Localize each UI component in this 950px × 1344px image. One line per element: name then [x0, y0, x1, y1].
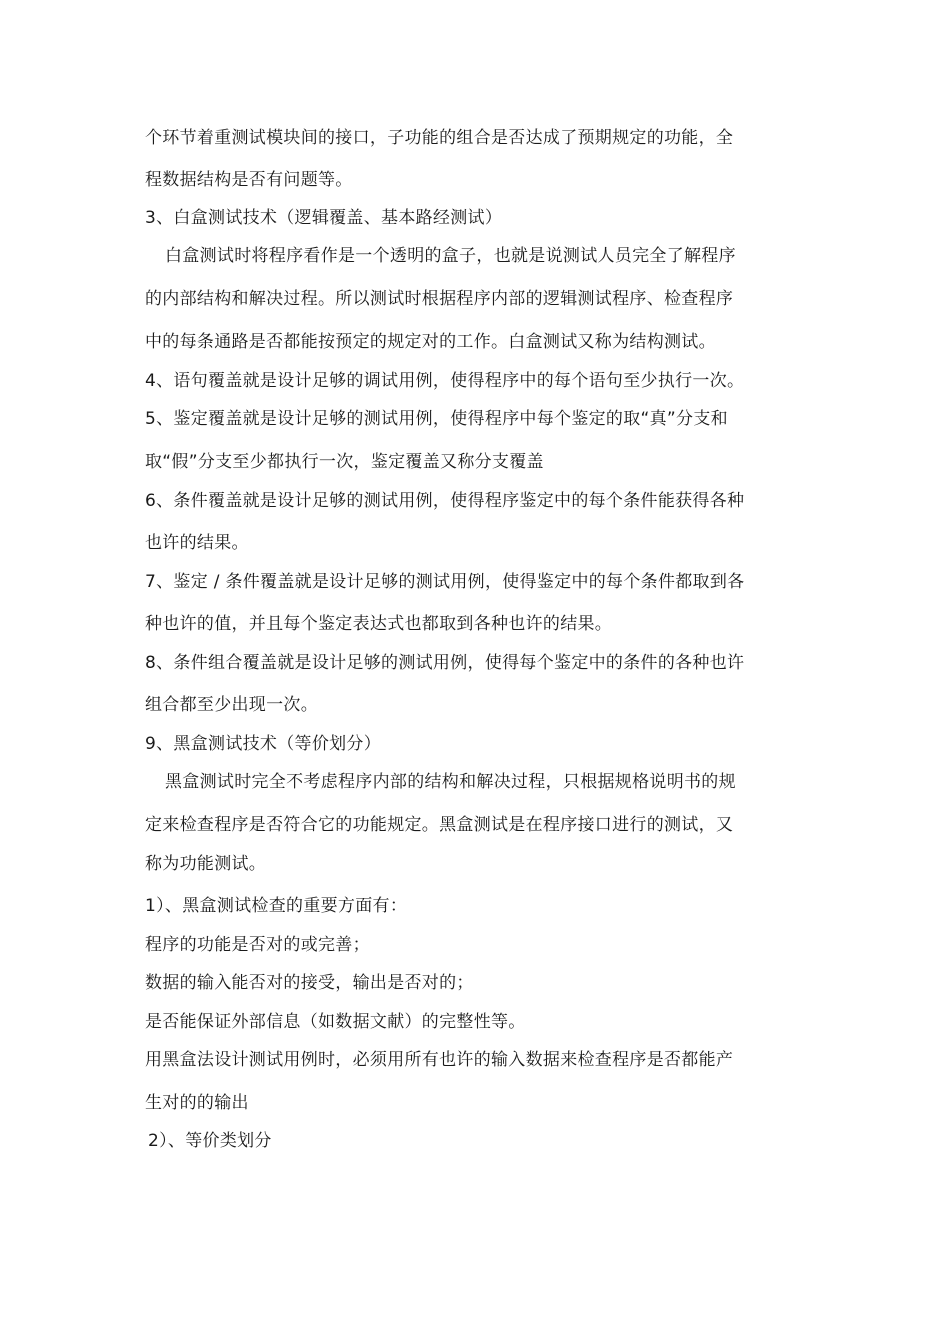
- paragraph-line: 程数据结构是否有问题等。: [145, 170, 353, 190]
- paragraph-line: 生对的的输出: [145, 1093, 249, 1113]
- paragraph-line: 中的每条通路是否都能按预定的规定对的工作。白盒测试又称为结构测试。: [145, 332, 716, 352]
- paragraph-line: 取“假”分支至少都执行一次，鉴定覆盖又称分支覆盖: [145, 452, 544, 472]
- paragraph-line: 黑盒测试时完全不考虑程序内部的结构和解决过程，只根据规格说明书的规: [165, 772, 736, 792]
- paragraph-line: 称为功能测试。: [145, 854, 267, 874]
- section-heading: 9、黑盒测试技术（等价划分）: [145, 734, 382, 754]
- paragraph-line: 的内部结构和解决过程。所以测试时根据程序内部的逻辑测试程序、检查程序: [145, 289, 734, 309]
- list-item: 8、条件组合覆盖就是设计足够的测试用例，使得每个鉴定中的条件的各种也许: [145, 653, 745, 673]
- list-item: 5、鉴定覆盖就是设计足够的测试用例，使得程序中每个鉴定的取“真”分支和: [145, 409, 728, 429]
- paragraph-line: 个环节着重测试模块间的接口，子功能的组合是否达成了预期规定的功能，全: [145, 128, 734, 148]
- paragraph-line: 用黑盒法设计测试用例时，必须用所有也许的输入数据来检查程序是否都能产: [145, 1050, 734, 1070]
- list-item: 7、鉴定 / 条件覆盖就是设计足够的测试用例，使得鉴定中的每个条件都取到各: [145, 572, 745, 592]
- subsection-heading: 2）、等价类划分: [148, 1131, 272, 1151]
- list-item: 程序的功能是否对的或完善；: [145, 935, 370, 955]
- section-heading: 3、白盒测试技术（逻辑覆盖、基本路经测试）: [145, 208, 503, 228]
- paragraph-line: 也许的结果。: [145, 533, 249, 553]
- list-item: 是否能保证外部信息（如数据文献）的完整性等。: [145, 1012, 526, 1032]
- list-item: 数据的输入能否对的接受，输出是否对的；: [145, 973, 474, 993]
- paragraph-line: 白盒测试时将程序看作是一个透明的盒子，也就是说测试人员完全了解程序: [165, 246, 736, 266]
- list-item: 4、语句覆盖就是设计足够的调试用例，使得程序中的每个语句至少执行一次。: [145, 371, 745, 391]
- paragraph-line: 组合都至少出现一次。: [145, 695, 318, 715]
- list-item: 6、条件覆盖就是设计足够的测试用例，使得程序鉴定中的每个条件能获得各种: [145, 491, 745, 511]
- paragraph-line: 定来检查程序是否符合它的功能规定。黑盒测试是在程序接口进行的测试，又: [145, 815, 734, 835]
- paragraph-line: 种也许的值，并且每个鉴定表达式也都取到各种也许的结果。: [145, 614, 613, 634]
- subsection-heading: 1）、黑盒测试检查的重要方面有：: [145, 896, 408, 916]
